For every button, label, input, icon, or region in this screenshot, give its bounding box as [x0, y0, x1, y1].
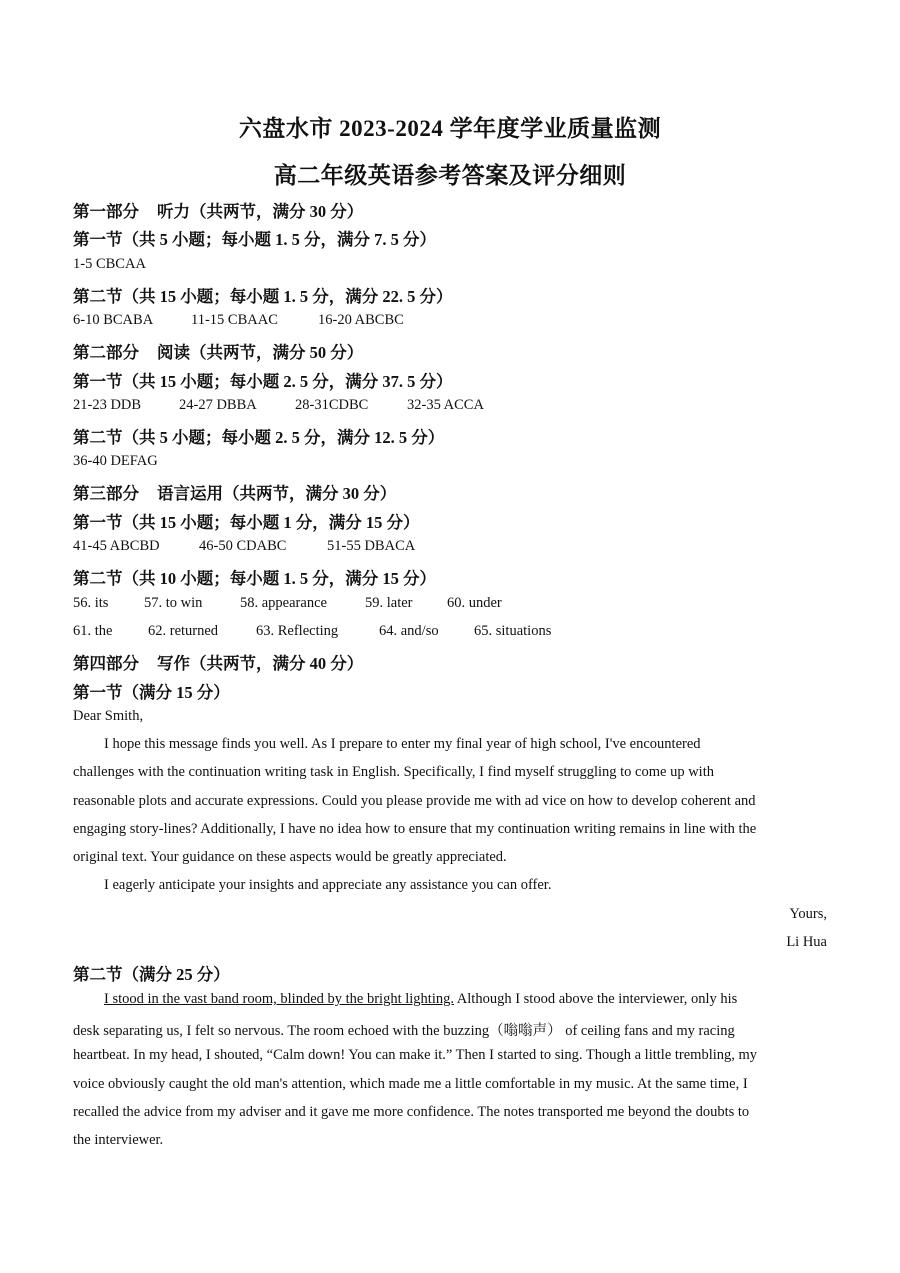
essay-line: voice obviously caught the old man's attention, which made me a little comfortable in my music. At the same time, I [73, 1076, 748, 1092]
answer-group: 16-20 ABCBC [318, 312, 404, 328]
answer-group: 51-55 DBACA [327, 538, 416, 554]
letter-line: I eagerly anticipate your insights and appreciate any assistance you can offer. [104, 877, 552, 893]
document-subtitle: 高二年级英语参考答案及评分细则 [273, 163, 627, 188]
answer-group: 41-45 ABCBD [73, 538, 160, 554]
answer-item: 59. later [365, 595, 413, 611]
letter-line: reasonable plots and accurate expressions. Could you please provide me with ad vice on how to develop coherent and [73, 793, 756, 809]
part3-heading [73, 480, 396, 504]
answer-item: 64. and/so [379, 623, 439, 639]
essay-line: heartbeat. In my head, I shouted, “Calm down! You can make it.” Then I started to sing. Though a little trembling, my [73, 1047, 758, 1063]
answer-item: 58. appearance [240, 595, 327, 611]
answer-row [73, 623, 551, 640]
essay-line: the interviewer. [73, 1132, 164, 1148]
part2-sec2-heading: 第二节（共 5 小题；每小题 2. 5 分，满分 12. 5 分） [73, 428, 445, 447]
answer-group: 6-10 BCABA [73, 312, 154, 328]
part1-name: 听力（共两节，满分 30 分） [157, 202, 364, 221]
given-opening-sentence: I stood in the vast band room, blinded by the bright lighting. [104, 991, 454, 1007]
part4-label: 第四部分 [73, 654, 139, 673]
answer-group: 1-5 CBCAA [73, 256, 146, 272]
letter-signature: Li Hua [786, 934, 827, 950]
document-title: 六盘水市 2023-2024 学年度学业质量监测 [238, 116, 662, 141]
part2-name: 阅读（共两节，满分 50 分） [157, 343, 364, 362]
answer-group: 28-31CDBC [295, 397, 369, 413]
part1-sec1-heading: 第一节（共 5 小题；每小题 1. 5 分，满分 7. 5 分） [73, 230, 436, 249]
answer-group: 11-15 CBAAC [191, 312, 278, 328]
part4-sec2-heading: 第二节（满分 25 分） [73, 965, 230, 984]
essay-line [104, 991, 737, 1008]
answer-row [73, 538, 415, 555]
answer-row [73, 595, 502, 612]
part1-label: 第一部分 [73, 202, 139, 221]
essay-text: Although I stood above the interviewer, only his [453, 991, 738, 1007]
part4-sec1-heading: 第一节（满分 15 分） [73, 683, 230, 702]
part2-heading [73, 339, 363, 363]
answer-item: 60. under [447, 595, 502, 611]
answer-item: 57. to win [144, 595, 203, 611]
part4-name: 写作（共两节，满分 40 分） [157, 654, 364, 673]
part2-sec1-heading: 第一节（共 15 小题；每小题 2. 5 分，满分 37. 5 分） [73, 372, 453, 391]
answer-item: 63. Reflecting [256, 623, 339, 639]
answer-row [73, 256, 146, 273]
part3-sec1-heading: 第一节（共 15 小题；每小题 1 分，满分 15 分） [73, 513, 420, 532]
part3-sec2-heading: 第二节（共 10 小题；每小题 1. 5 分，满分 15 分） [73, 569, 436, 588]
letter-line: original text. Your guidance on these aspects would be greatly appreciated. [73, 849, 507, 865]
essay-line: desk separating us, I felt so nervous. The room echoed with the buzzing（嗡嗡声） of ceiling fans and my racing [73, 1023, 735, 1039]
part3-label: 第三部分 [73, 484, 139, 503]
answer-group: 46-50 CDABC [199, 538, 287, 554]
part1-sec2-heading: 第二节（共 15 小题；每小题 1. 5 分，满分 22. 5 分） [73, 287, 453, 306]
letter-line: engaging story-lines? Additionally, I have no idea how to ensure that my continuation writing remains in line with the [73, 821, 757, 837]
letter-closing: Yours, [789, 906, 827, 922]
answer-item: 65. situations [474, 623, 552, 639]
answer-group: 36-40 DEFAG [73, 453, 158, 469]
answer-row [73, 312, 404, 329]
letter-line: challenges with the continuation writing task in English. Specifically, I find myself struggling to come up with [73, 764, 714, 780]
answer-row [73, 397, 484, 414]
answer-item: 61. the [73, 623, 113, 639]
answer-group: 21-23 DDB [73, 397, 142, 413]
part1-heading [73, 198, 363, 222]
part2-label: 第二部分 [73, 343, 139, 362]
answer-item: 56. its [73, 595, 109, 611]
part3-name: 语言运用（共两节，满分 30 分） [157, 484, 397, 503]
part4-heading [73, 650, 363, 674]
essay-line: recalled the advice from my adviser and it gave me more confidence. The notes transported me beyond the doubts to [73, 1104, 750, 1120]
letter-line: I hope this message finds you well. As I prepare to enter my final year of high school, I've encountered [104, 736, 701, 752]
answer-group: 32-35 ACCA [407, 397, 484, 413]
answer-group: 24-27 DBBA [179, 397, 257, 413]
letter-salutation: Dear Smith, [73, 708, 144, 724]
answer-row [73, 453, 158, 470]
answer-item: 62. returned [148, 623, 219, 639]
